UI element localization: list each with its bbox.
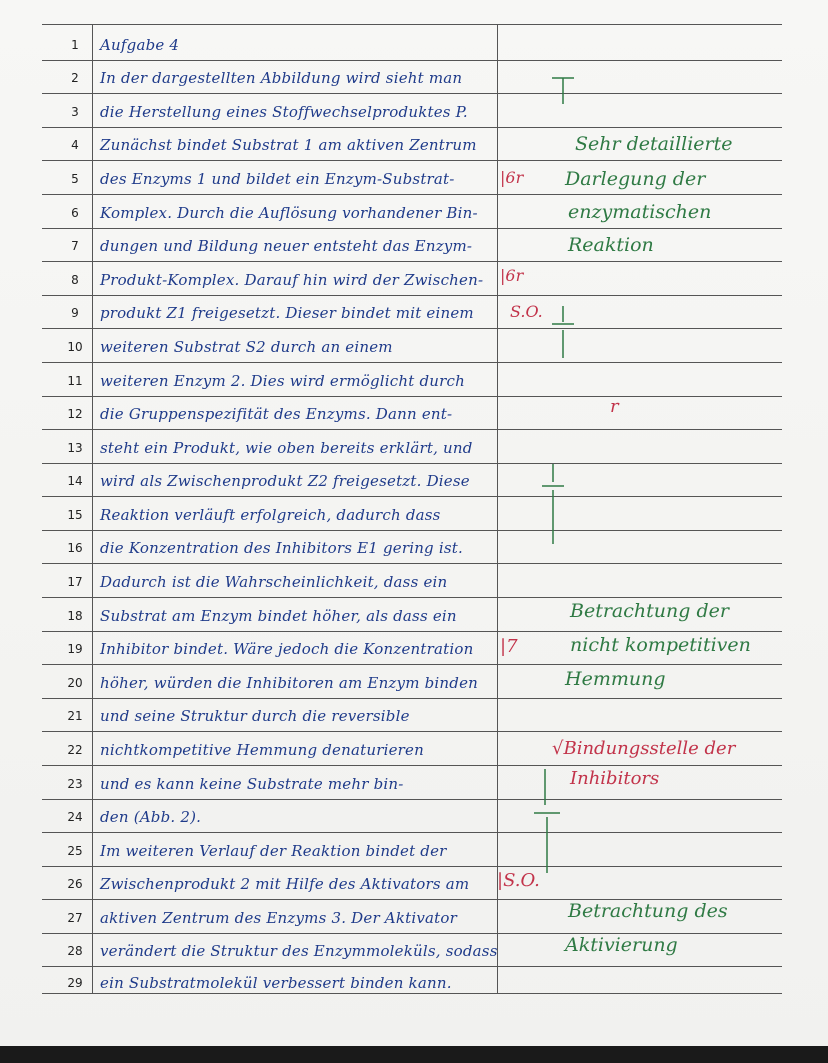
rule-line <box>42 597 782 598</box>
line-text: steht ein Produkt, wie oben bereits erklärt, und <box>100 439 473 457</box>
rule-line <box>42 362 782 363</box>
correction-mark: |6r <box>500 266 524 285</box>
rule-line <box>42 765 782 766</box>
number-column-divider <box>92 24 93 994</box>
line-number: 13 <box>67 441 83 455</box>
line-text: Produkt-Komplex. Darauf hin wird der Zwischen- <box>100 271 484 289</box>
line-text: den (Abb. 2). <box>100 808 202 826</box>
line-number: 10 <box>67 340 83 354</box>
rule-line <box>42 463 782 464</box>
line-number: 18 <box>67 609 83 623</box>
line-number: 27 <box>67 911 83 925</box>
line-text: In der dargestellten Abbildung wird sieht man <box>100 69 463 87</box>
teacher-comment: enzymatischen <box>568 201 712 223</box>
rule-line <box>42 261 782 262</box>
rule-line <box>42 24 782 25</box>
line-text: Dadurch ist die Wahrscheinlichkeit, dass ein <box>100 573 448 591</box>
line-text: aktiven Zentrum des Enzyms 3. Der Aktivator <box>100 909 457 927</box>
rule-line <box>42 731 782 732</box>
rule-line <box>42 866 782 867</box>
line-number: 2 <box>71 71 79 85</box>
rule-line <box>42 228 782 229</box>
rule-line <box>42 60 782 61</box>
rule-line <box>42 295 782 296</box>
tick-mark-icon <box>538 460 568 546</box>
teacher-comment: Betrachtung des <box>568 900 728 922</box>
teacher-comment: Betrachtung der <box>570 600 729 622</box>
correction-mark: |6r <box>500 168 524 187</box>
rule-line <box>42 93 782 94</box>
line-number: 20 <box>67 676 83 690</box>
line-text: und es kann keine Substrate mehr bin- <box>100 775 404 793</box>
line-number: 15 <box>67 508 83 522</box>
line-text: produkt Z1 freigesetzt. Dieser bindet mit einem <box>100 304 474 322</box>
line-number: 5 <box>71 172 79 186</box>
rule-line <box>42 429 782 430</box>
line-number: 16 <box>67 541 83 555</box>
teacher-comment: Hemmung <box>565 668 666 690</box>
line-number: 6 <box>71 206 79 220</box>
line-text: die Konzentration des Inhibitors E1 gering ist. <box>100 539 463 557</box>
rule-line <box>42 496 782 497</box>
rule-line <box>42 993 782 994</box>
rule-line <box>42 396 782 397</box>
line-number: 25 <box>67 844 83 858</box>
line-number: 9 <box>71 306 79 320</box>
line-text: Aufgabe 4 <box>100 36 180 54</box>
teacher-comment: √Bindungsstelle der <box>552 738 736 759</box>
line-text: dungen und Bildung neuer entsteht das Enzym- <box>100 237 473 255</box>
line-number: 28 <box>67 944 83 958</box>
line-number: 1 <box>71 38 79 52</box>
line-number: 23 <box>67 777 83 791</box>
rule-line <box>42 194 782 195</box>
line-number: 4 <box>71 138 79 152</box>
rule-line <box>42 698 782 699</box>
correction-mark: |7 <box>500 636 518 657</box>
line-text: nichtkompetitive Hemmung denaturieren <box>100 741 424 759</box>
line-number: 26 <box>67 877 83 891</box>
line-text: Im weiteren Verlauf der Reaktion bindet der <box>100 842 447 860</box>
line-number: 17 <box>67 575 83 589</box>
line-text: Zwischenprodukt 2 mit Hilfe des Aktivators am <box>100 875 470 893</box>
rule-line <box>42 160 782 161</box>
line-number: 24 <box>67 810 83 824</box>
line-text: Substrat am Enzym bindet höher, als dass ein <box>100 607 457 625</box>
teacher-comment: Aktivierung <box>565 934 678 956</box>
line-text: die Gruppenspezifität des Enzyms. Dann ent- <box>100 405 453 423</box>
tick-mark-icon <box>548 300 578 360</box>
line-text: Komplex. Durch die Auflösung vorhandener Bin- <box>100 204 478 222</box>
line-number: 22 <box>67 743 83 757</box>
teacher-comment: Inhibitors <box>570 768 660 789</box>
teacher-comment: Sehr detaillierte <box>575 133 733 155</box>
line-text: höher, würden die Inhibitoren am Enzym binden <box>100 674 479 692</box>
line-text: weiteren Substrat S2 durch an einem <box>100 338 393 356</box>
line-number: 11 <box>67 374 83 388</box>
line-text: Inhibitor bindet. Wäre jedoch die Konzentration <box>100 640 474 658</box>
line-text: die Herstellung eines Stoffwechselproduktes P. <box>100 103 468 121</box>
rule-line <box>42 966 782 967</box>
rule-line <box>42 530 782 531</box>
rule-line <box>42 328 782 329</box>
line-number: 21 <box>67 709 83 723</box>
correction-mark: r <box>610 396 619 417</box>
line-text: weiteren Enzym 2. Dies wird ermöglicht durch <box>100 372 465 390</box>
line-number: 14 <box>67 474 83 488</box>
correction-mark: S.O. <box>510 302 543 321</box>
tick-mark-icon <box>530 765 564 875</box>
rule-line <box>42 664 782 665</box>
tick-mark-icon <box>548 72 578 106</box>
scan-edge <box>0 1046 828 1063</box>
teacher-comment: Darlegung der <box>565 168 706 190</box>
rule-line <box>42 799 782 800</box>
line-text: und seine Struktur durch die reversible <box>100 707 410 725</box>
teacher-comment: nicht kompetitiven <box>570 634 751 656</box>
line-text: des Enzyms 1 und bildet ein Enzym-Substrat- <box>100 170 455 188</box>
rule-line <box>42 563 782 564</box>
line-number: 19 <box>67 642 83 656</box>
correction-mark: |S.O. <box>497 870 540 891</box>
teacher-comment: Reaktion <box>568 234 654 256</box>
line-text: wird als Zwischenprodukt Z2 freigesetzt. Diese <box>100 472 470 490</box>
line-text: Reaktion verläuft erfolgreich, dadurch dass <box>100 506 441 524</box>
rule-line <box>42 631 782 632</box>
line-text: Zunächst bindet Substrat 1 am aktiven Zentrum <box>100 136 477 154</box>
line-number: 3 <box>71 105 79 119</box>
rule-line <box>42 127 782 128</box>
rule-line <box>42 832 782 833</box>
line-text: verändert die Struktur des Enzymmoleküls, sodass <box>100 942 498 960</box>
line-number: 12 <box>67 407 83 421</box>
line-number: 29 <box>67 976 83 990</box>
line-number: 7 <box>71 239 79 253</box>
line-number: 8 <box>71 273 79 287</box>
line-text: ein Substratmolekül verbessert binden kann. <box>100 974 452 992</box>
